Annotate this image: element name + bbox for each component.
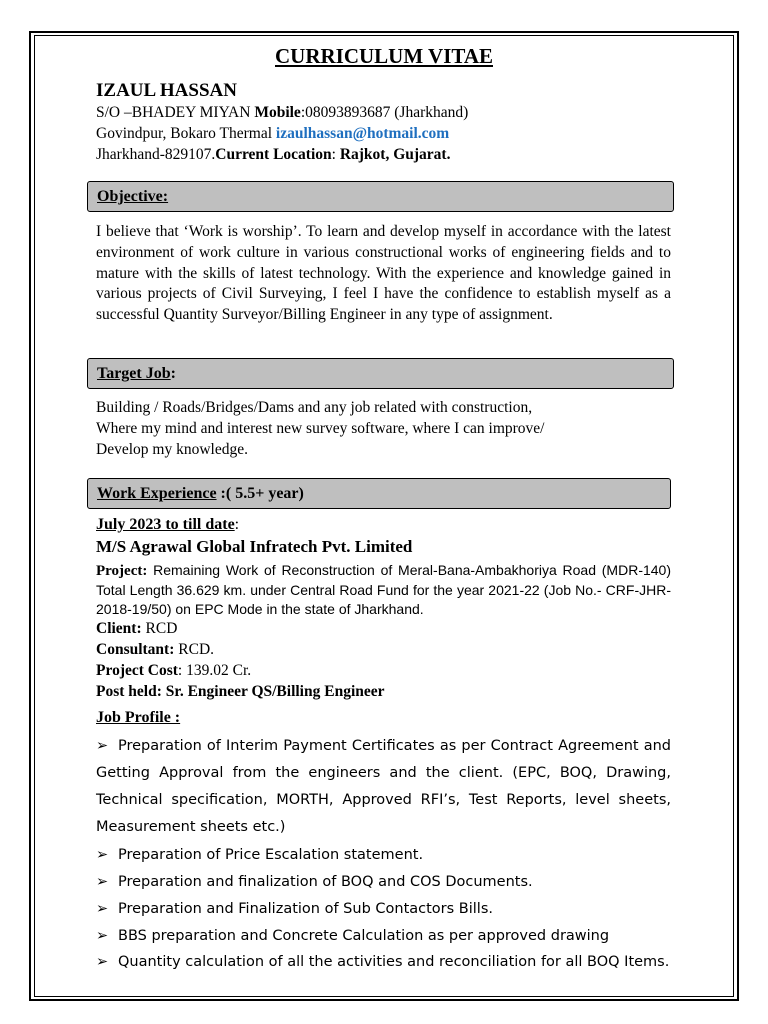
- mobile-value: :08093893687 (Jharkhand): [300, 104, 469, 121]
- arrow-bullet-icon: ➢: [96, 738, 109, 754]
- address-line: Govindpur, Bokaro Thermal: [96, 125, 276, 142]
- client-line: Client: RCD: [96, 620, 178, 637]
- contact-line-2: [96, 125, 449, 143]
- work-experience-section-bar: [87, 478, 671, 509]
- job-profile-heading: Job Profile :: [96, 709, 181, 726]
- arrow-bullet-icon: ➢: [96, 901, 109, 917]
- objective-section-bar: [87, 181, 674, 212]
- arrow-bullet-icon: ➢: [96, 928, 109, 944]
- arrow-bullet-icon: ➢: [96, 874, 109, 890]
- objective-heading: Objective:: [97, 188, 169, 205]
- project-description: [96, 561, 671, 619]
- consultant-line: Consultant: RCD.: [96, 641, 215, 658]
- job-profile-bullet-4: ➢ Preparation and Finalization of Sub Contactors Bills.: [96, 901, 493, 917]
- objective-text: I believe that ‘Work is worship’. To learn and develop myself in accordance with the latest environment of work culture in various constructional works of engineering fields and to mature with the skills of latest technology. With the experience and knowledge gained in various projects of Civil Surveying, I feel I have the confidence to establish myself as a successful Quantity Surveyor/Billing Engineer in any type of assignment.: [96, 223, 671, 324]
- target-job-line-2: Where my mind and interest new survey software, where I can improve/: [96, 420, 545, 437]
- document-title: CURRICULUM VITAE: [275, 44, 493, 68]
- job-profile-bullet-5: ➢ BBS preparation and Concrete Calculation as per approved drawing: [96, 928, 610, 944]
- target-job-heading: Target Job:: [97, 365, 176, 382]
- pin-code: Jharkhand-829107.: [96, 146, 216, 163]
- email-link[interactable]: izaulhassan@hotmail.com: [275, 125, 450, 142]
- target-job-line-1: Building / Roads/Bridges/Dams and any job related with construction,: [96, 399, 533, 416]
- location-label: Current Location: [215, 146, 332, 163]
- post-held-line: Post held: Sr. Engineer QS/Billing Engineer: [96, 683, 385, 700]
- job-profile-bullet-3: ➢ Preparation and finalization of BOQ and COS Documents.: [96, 874, 533, 890]
- work-experience-heading: Work Experience :( 5.5+ year): [97, 485, 304, 502]
- job-profile-bullet-2: ➢ Preparation of Price Escalation statement.: [96, 847, 424, 863]
- job-period: July 2023 to till date:: [96, 516, 240, 533]
- job-profile-bullet-6: ➢ Quantity calculation of all the activities and reconciliation for all BOQ Items.: [96, 949, 671, 995]
- candidate-name: IZAUL HASSAN: [96, 80, 237, 101]
- contact-line-3: [96, 146, 450, 164]
- project-label: Project:: [96, 563, 148, 579]
- company-name: M/S Agrawal Global Infratech Pvt. Limited: [96, 537, 413, 556]
- target-job-line-3: Develop my knowledge.: [96, 441, 248, 458]
- project-text: Remaining Work of Reconstruction of Meral-Bana-Ambakhoriya Road (MDR-140) Total Length 36.629 km. under Central Road Fund for the year 2021-22 (Job No.- CRF-JHR-2018-19/50) on EPC Mode in the state of Jharkhand.: [96, 562, 671, 617]
- project-cost-line: Project Cost: 139.02 Cr.: [96, 662, 252, 679]
- target-job-section-bar: [87, 358, 674, 389]
- location-sep: :: [331, 146, 340, 163]
- contact-line-1: [96, 104, 468, 122]
- location-value: Rajkot, Gujarat.: [339, 146, 451, 163]
- arrow-bullet-icon: ➢: [96, 847, 109, 863]
- arrow-bullet-icon: ➢: [96, 954, 109, 970]
- job-profile-bullet-1: ➢ Preparation of Interim Payment Certificates as per Contract Agreement and Getting Approval from the engineers and the client. (EPC, BOQ, Drawing, Technical specification, MORTH, Approved RFI’s, Test Reports, level sheets, Measurement sheets etc.): [96, 733, 671, 841]
- parent-name: S/O –BHADEY MIYAN: [96, 104, 255, 121]
- mobile-label: Mobile: [254, 104, 301, 121]
